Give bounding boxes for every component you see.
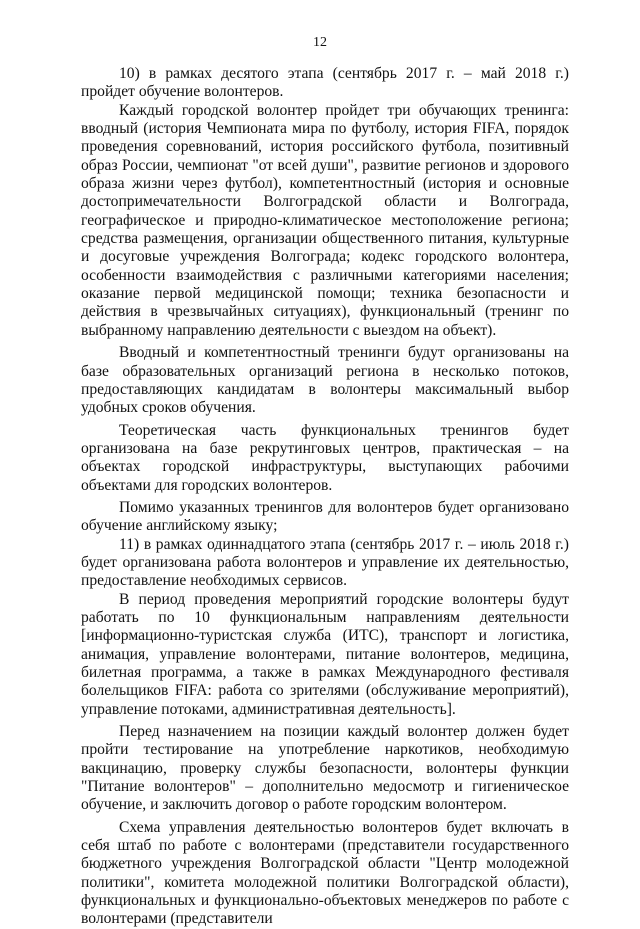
paragraph-english-training: Помимо указанных тренингов для волонтеров будет организовано обучение английскому языку; <box>81 498 569 535</box>
page-number: 12 <box>313 35 327 50</box>
body-text <box>81 65 569 929</box>
paragraph-stage-11: 11) в рамках одиннадцатого этапа (сентябрь 2017 г. – июль 2018 г.) будет организована работа волонтеров и управление их деятельностью, предоставление необходимых сервисов. <box>81 535 569 590</box>
paragraph-management-scheme: Схема управления деятельностью волонтеров будет включать в себя штаб по работе с волонтерами (представители государственного бюджетного учреждения Волгоградской области "Центр молодежной политики", комитета молодежной политики Волгоградской области), функциональных и функционально-объектовых менеджеров по работе с волонтерами (представители <box>81 818 569 928</box>
paragraph-functional-training: Теоретическая часть функциональных тренингов будет организована на базе рекрутинговых центров, практическая – на объектах городской инфраструктуры, выступающих рабочими объектами для городских волонтеров. <box>81 421 569 494</box>
paragraph-volunteer-requirements: Перед назначением на позиции каждый волонтер должен будет пройти тестирование на употребление наркотиков, необходимую вакцинацию, проверку службы безопасности, волонтеры функции "Питание волонтеров" – дополнительно медосмотр и гигиеническое обучение, и заключить договор о работе городским волонтером. <box>81 723 569 814</box>
paragraph-training-organization: Вводный и компетентностный тренинги будут организованы на базе образовательных организаций региона в несколько потоков, предоставляющих кандидатам в волонтеры максимальный выбор удобных сроков обучения. <box>81 344 569 417</box>
paragraph-functional-areas: В период проведения мероприятий городские волонтеры будут работать по 10 функциональным направлениям деятельности [информационно-туристская служба (ИТС), транспорт и логистика, анимация, управление волонтерами, питание волонтеров, медицина, билетная программа, а также в рамках Международного фестиваля болельщиков FIFA: работа со зрителями (обслуживание мероприятий), управление потоками, административная деятельность]. <box>81 590 569 718</box>
paragraph-stage-10: 10) в рамках десятого этапа (сентябрь 2017 г. – май 2018 г.) пройдет обучение волонтеров. <box>81 65 569 101</box>
paragraph-training-types: Каждый городской волонтер пройдет три обучающих тренинга: вводный (история Чемпионата мира по футболу, история FIFA, порядок проведения соревнований, история российского футбола, позитивный образ России, чемпионат "от всей души", развитие регионов и здорового образа жизни через футбол), компетентностный (история и основные достопримечательности Волгоградской области и Волгограда, географическое и природно-климатическое местоположение региона; средства размещения, организации общественного питания, культурные и досуговые учреждения Волгограда; кодекс городского волонтера, особенности взаимодействия с различными категориями населения; оказание первой медицинской помощи; техника безопасности и действия в чрезвычайных ситуациях), функциональный (тренинг по выбранному направлению деятельности с выездом на объект). <box>81 101 569 339</box>
